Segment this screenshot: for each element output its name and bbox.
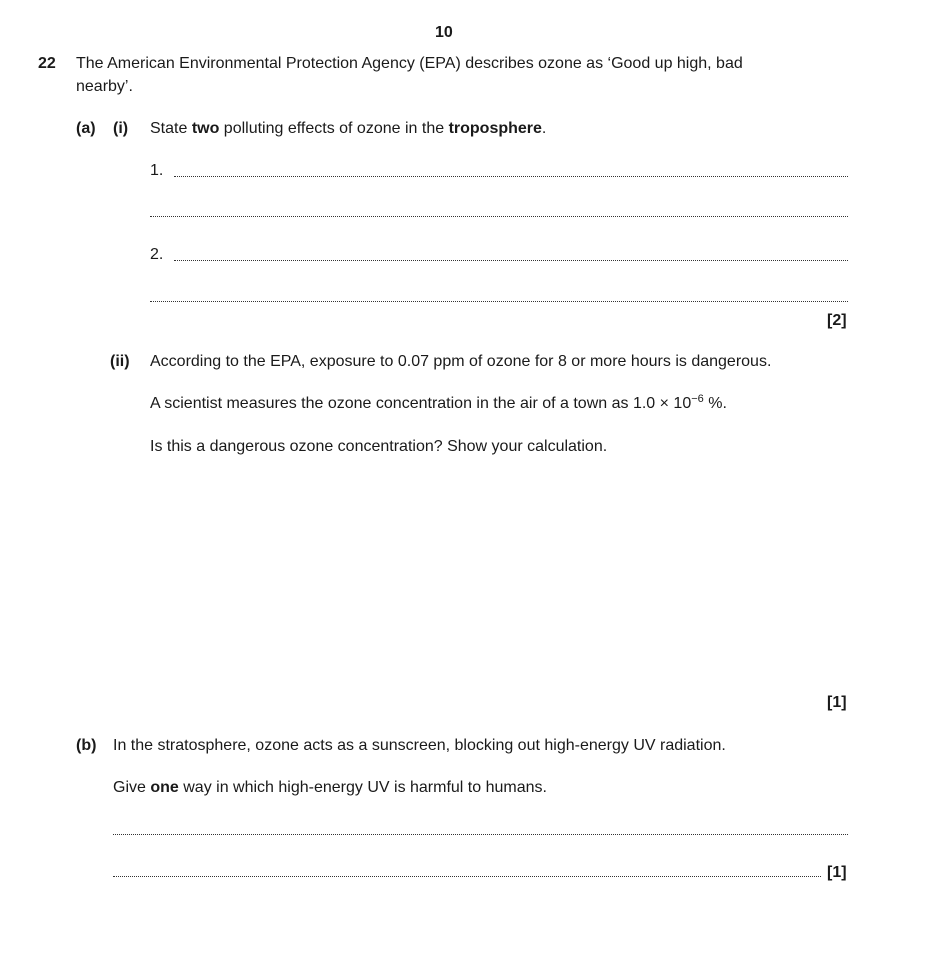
part-a-i-text-bold-troposphere: troposphere xyxy=(448,120,542,137)
part-b-line2-pre: Give xyxy=(113,779,151,796)
answer1-line-2[interactable] xyxy=(150,216,848,217)
part-a-ii-exponent: −6 xyxy=(691,393,704,405)
question-intro-line1: The American Environmental Protection Agency (EPA) describes ozone as ‘Good up high, bad xyxy=(76,55,743,72)
part-b-line1: In the stratosphere, ozone acts as a sunscreen, blocking out high-energy UV radiation. xyxy=(113,737,726,754)
part-b-label: (b) xyxy=(76,737,97,754)
part-a-i-text-post: . xyxy=(541,120,547,137)
question-intro-line2: nearby’. xyxy=(76,78,133,95)
part-a-ii-line2 xyxy=(150,395,727,413)
part-b-line2 xyxy=(113,779,547,797)
part-a-i-marks: [2] xyxy=(827,312,847,329)
part-b-line2-post: way in which high-energy UV is harmful to humans. xyxy=(178,779,547,796)
part-a-label: (a) xyxy=(76,120,96,137)
part-a-ii-line1: According to the EPA, exposure to 0.07 ppm of ozone for 8 or more hours is dangerous. xyxy=(150,353,772,370)
answer1-label: 1. xyxy=(150,162,164,179)
part-a-ii-line2-post: %. xyxy=(703,395,727,412)
answer2-line-1[interactable] xyxy=(174,260,848,261)
part-a-i-label: (i) xyxy=(113,120,129,137)
part-b-answer-line-1[interactable] xyxy=(113,834,848,835)
answer2-line-2[interactable] xyxy=(150,301,848,302)
part-a-i-text-pre: State xyxy=(150,120,192,137)
answer2-label: 2. xyxy=(150,246,164,263)
part-b-answer-line-2[interactable] xyxy=(113,876,821,877)
part-a-ii-line2-pre: A scientist measures the ozone concentration in the air of a town as 1.0 × 10 xyxy=(150,395,692,412)
part-a-i-text-bold-two: two xyxy=(191,120,220,137)
part-a-ii-label: (ii) xyxy=(110,353,130,370)
part-a-i-text-mid: polluting effects of ozone in the xyxy=(219,120,449,137)
part-b-marks: [1] xyxy=(827,864,847,881)
part-a-ii-line3: Is this a dangerous ozone concentration? Show your calculation. xyxy=(150,438,608,455)
part-b-line2-bold-one: one xyxy=(150,779,179,796)
answer1-line-1[interactable] xyxy=(174,176,848,177)
part-a-i-question xyxy=(150,120,546,138)
calculation-space[interactable] xyxy=(150,470,848,680)
question-number: 22 xyxy=(38,55,56,72)
part-a-ii-marks: [1] xyxy=(827,694,847,711)
page-number: 10 xyxy=(435,24,453,41)
